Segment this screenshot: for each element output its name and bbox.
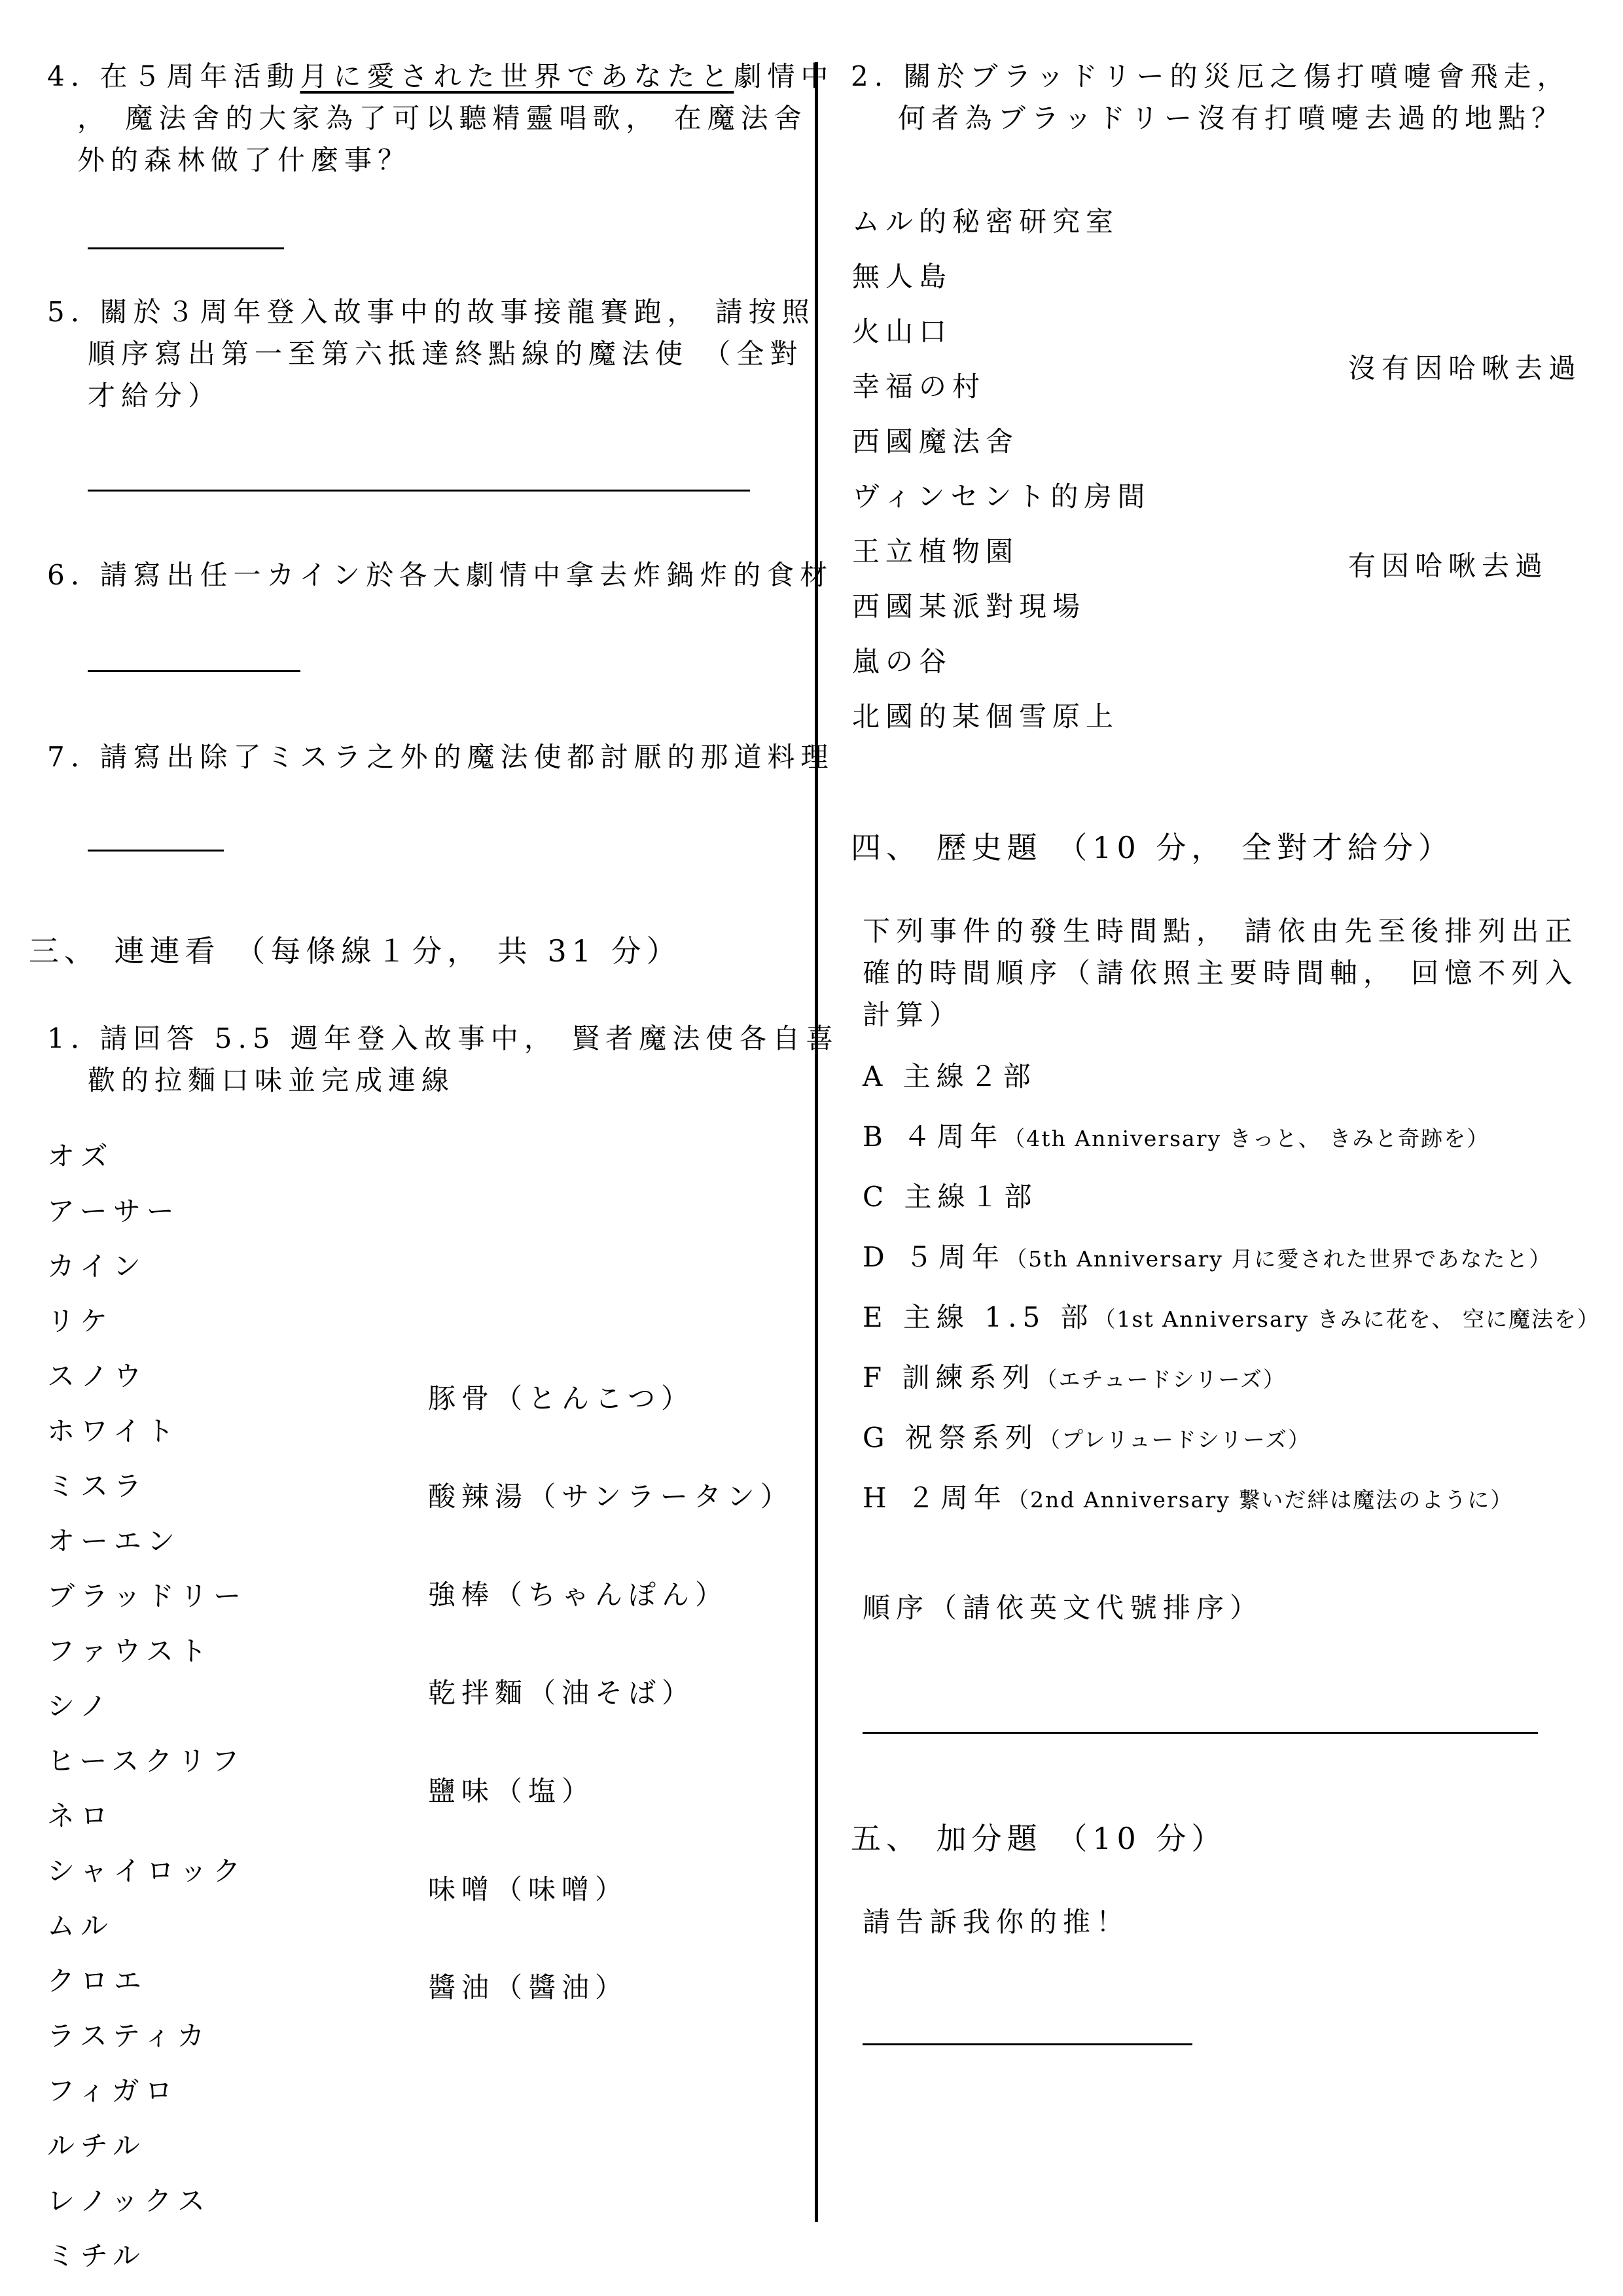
magician-name[interactable]: フィガロ — [47, 2075, 179, 2107]
magician-name[interactable]: クロエ — [47, 1965, 148, 1997]
magician-name[interactable]: ルチル — [47, 2130, 146, 2162]
question-4-line-2: ， 魔法舍的大家為了可以聽精靈唱歌， 在魔法舍 — [77, 102, 808, 134]
place-item[interactable]: 無人島 — [852, 260, 953, 293]
ramen-flavor[interactable]: 強棒（ちゃんぽん） — [428, 1579, 729, 1611]
event-title: 月に愛された世界であなたと — [300, 60, 734, 92]
column-divider — [815, 62, 818, 2222]
section-4-desc-line-1: 下列事件的發生時間點， 請依由先至後排列出正 — [863, 915, 1578, 947]
event-item: H ２周年（2nd Anniversary 繋いだ絆は魔法のように） — [863, 1482, 1514, 1514]
question-7: 7. 請寫出除了ミスラ之外的魔法使都討厭的那道料理 — [47, 741, 834, 773]
ramen-flavor[interactable]: 味噌（味噌） — [428, 1873, 629, 1905]
ramen-flavor[interactable]: 乾拌麵（油そば） — [428, 1677, 696, 1709]
event-item: E 主線 1.5 部（1st Anniversary きみに花を、 空に魔法を） — [863, 1301, 1601, 1333]
magician-name[interactable]: リケ — [47, 1305, 114, 1337]
place-item[interactable]: ヴィンセント的房間 — [852, 480, 1151, 512]
magician-name[interactable]: シャイロック — [47, 1855, 247, 1887]
magician-name[interactable]: ネロ — [47, 1800, 115, 1832]
magician-name[interactable]: カイン — [47, 1250, 147, 1282]
place-item[interactable]: 北國的某個雪原上 — [852, 700, 1120, 732]
ramen-flavor[interactable]: 醬油（醬油） — [428, 1971, 629, 2003]
magician-name[interactable]: ムル — [47, 1910, 115, 1942]
question-4-line-3: 外的森林做了什麼事？ — [77, 144, 412, 176]
place-item[interactable]: 西國某派對現場 — [852, 590, 1086, 622]
answer-line-q7[interactable] — [88, 850, 224, 852]
ramen-flavor[interactable]: 鹽味（塩） — [428, 1775, 596, 1807]
answer-line-order[interactable] — [863, 1732, 1538, 1734]
ramen-flavor[interactable]: 酸辣湯（サンラータン） — [428, 1480, 794, 1513]
magician-name[interactable]: ホワイト — [47, 1415, 180, 1447]
answer-line-q4[interactable] — [88, 247, 284, 249]
order-label: 順序（請依英文代號排序） — [863, 1592, 1264, 1624]
question-4-line-1: 4. 在５周年活動月に愛された世界であなたと劇情中 — [47, 60, 834, 92]
target-not-visited[interactable]: 沒有因哈啾去過 — [1348, 352, 1582, 384]
section-4-desc-line-2: 確的時間順序（請依照主要時間軸， 回憶不列入 — [863, 957, 1578, 989]
magician-name[interactable]: ヒースクリフ — [47, 1745, 245, 1777]
event-item: G 祝祭系列（プレリュードシリーズ） — [863, 1422, 1311, 1454]
magician-name[interactable]: アーサー — [47, 1195, 180, 1227]
place-item[interactable]: 幸福の村 — [852, 370, 986, 403]
magician-name[interactable]: スノウ — [47, 1360, 148, 1392]
question-5-line-3: 才給分） — [88, 380, 222, 412]
event-item: A 主線２部 — [863, 1060, 1037, 1092]
question-2-line-2: 何者為ブラッドリー沒有打噴嚏去過的地點？ — [898, 102, 1565, 134]
answer-line-favorite[interactable] — [863, 2043, 1192, 2045]
target-visited[interactable]: 有因哈啾去過 — [1348, 550, 1549, 582]
magician-name[interactable]: シノ — [47, 1690, 113, 1722]
place-item[interactable]: 王立植物園 — [852, 535, 1020, 567]
section-5-title: 五、 加分題 （10 分） — [851, 1821, 1227, 1856]
magician-name[interactable]: オズ — [47, 1140, 114, 1172]
question-2-line-1: 2. 關於ブラッドリー的災厄之傷打噴嚏會飛走， — [851, 60, 1571, 92]
magician-name[interactable]: ミチル — [47, 2240, 146, 2272]
event-item: F 訓練系列（エチュードシリーズ） — [863, 1361, 1286, 1393]
section-3-q1-line-1: 1. 請回答 5.5 週年登入故事中， 賢者魔法使各自喜 — [47, 1022, 840, 1054]
place-item[interactable]: 嵐の谷 — [852, 645, 953, 677]
ramen-flavor[interactable]: 豚骨（とんこつ） — [428, 1382, 695, 1414]
event-item: B ４周年（4th Anniversary きっと、 きみと奇跡を） — [863, 1121, 1490, 1153]
magician-name[interactable]: ファウスト — [47, 1635, 213, 1667]
question-6: 6. 請寫出任一カイン於各大劇情中拿去炸鍋炸的食材 — [47, 559, 834, 591]
magician-name[interactable]: ブラッドリー — [47, 1580, 247, 1612]
answer-line-q6[interactable] — [88, 670, 300, 672]
place-item[interactable]: ムル的秘密研究室 — [852, 206, 1120, 238]
answer-line-q5[interactable] — [88, 490, 750, 492]
magician-name[interactable]: ラスティカ — [47, 2020, 211, 2052]
magician-name[interactable]: ミスラ — [47, 1470, 148, 1502]
question-5-line-1: 5. 關於３周年登入故事中的故事接龍賽跑， 請按照 — [47, 296, 815, 328]
event-item: C 主線１部 — [863, 1181, 1038, 1213]
section-4-title: 四、 歷史題 （10 分， 全對才給分） — [851, 830, 1454, 865]
magician-name[interactable]: オーエン — [47, 1525, 181, 1557]
section-3-q1-line-2: 歡的拉麵口味並完成連線 — [88, 1064, 455, 1096]
question-5-line-2: 順序寫出第一至第六抵達終點線的魔法使 （全對 — [88, 338, 804, 370]
place-item[interactable]: 火山口 — [852, 315, 953, 348]
event-item: D ５周年（5th Anniversary 月に愛された世界であなたと） — [863, 1241, 1552, 1273]
place-item[interactable]: 西國魔法舍 — [852, 425, 1020, 457]
section-3-title: 三、 連連看 （每條線１分， 共 31 分） — [29, 933, 682, 969]
section-4-desc-line-3: 計算） — [863, 999, 963, 1031]
magician-name[interactable]: レノックス — [47, 2185, 211, 2217]
section-5-prompt: 請告訴我你的推！ — [863, 1906, 1130, 1938]
